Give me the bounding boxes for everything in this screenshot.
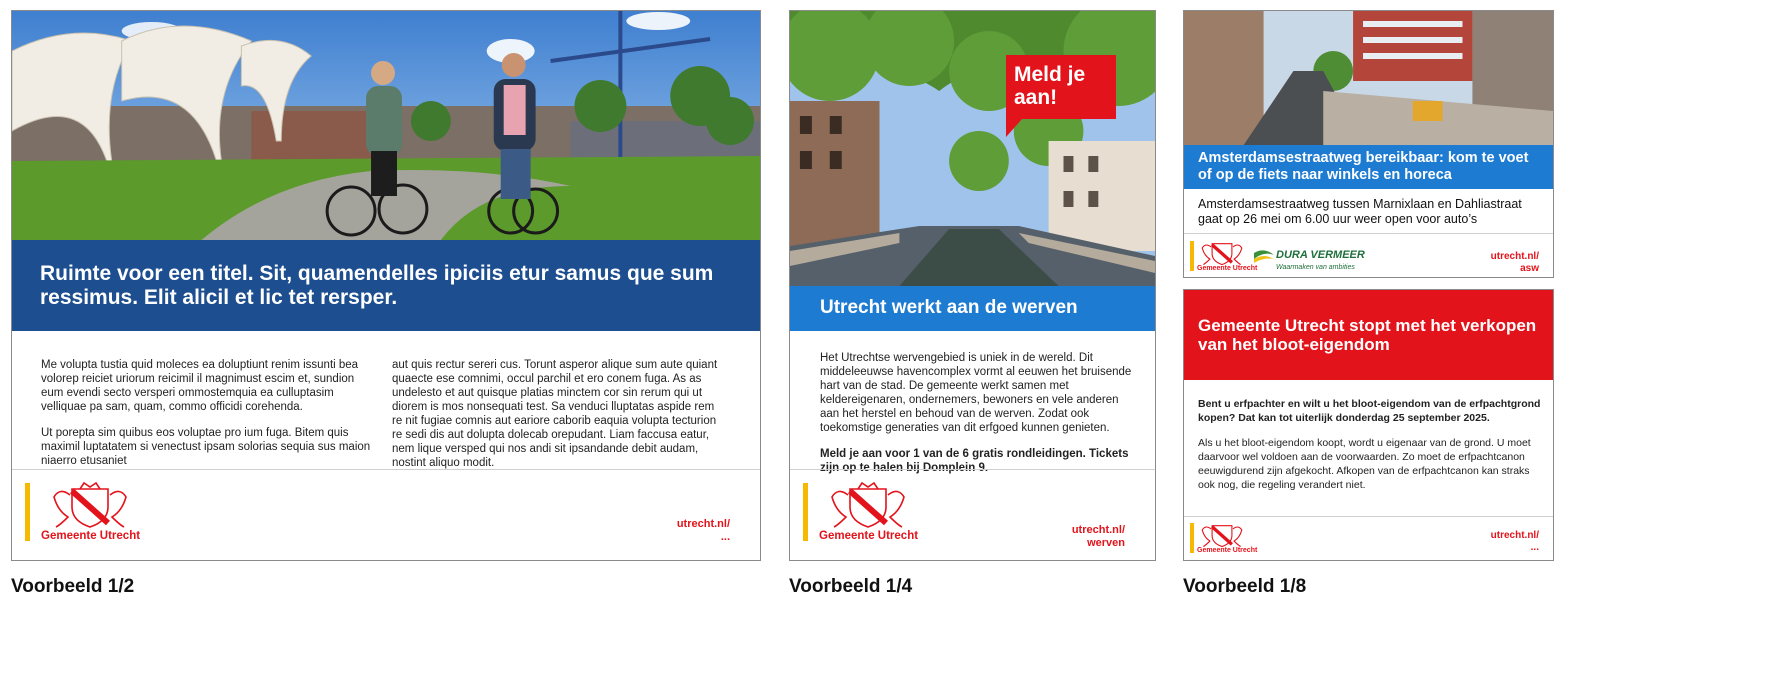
logo-wordmark: Gemeente Utrecht [1197,265,1258,272]
utrecht-coat-of-arms-icon [1200,239,1244,267]
paragraph: Ut porepta sim quibus eos voluptae pro ium fuga. Bitem quis maximil luptatatem si venectust ipsam solorias sequia sus maion niaerro etusaniet [41,427,371,467]
logo-wordmark: Gemeente Utrecht [1197,547,1258,554]
paragraph: aut quis rectur sereri cus. Torunt asperor alique sum aute quiant quaecte ese comnimi, occul parchil et ero conem fuga. As as undelesto et aut quisque platias minctem cor sin rerum qui ut diorem is mos nonsequati test. Sa venduci lluptatas aspide rem re nit fugiae comnis aut eariore caborib eaquia volupta tecturion re sedi dis aut dolupta dolecab orepudant. Liam faccusa eatur, nem lique versped qui nos andi sit ipsandande debit audam, nostint aliquo modit. [392,359,718,469]
footer-divider [12,469,760,470]
headline: Amsterdamsestraatweg bereikbaar: kom te voet of op de fiets naar winkels en horeca [1198,150,1529,183]
utrecht-coat-of-arms-icon [828,481,908,531]
call-to-action: Meld je aan voor 1 van de 6 gratis rondleidingen. Tickets zijn op te halen bij Domplein 9. [820,448,1129,474]
headline-band [12,240,760,331]
caption-quarter: Voorbeeld 1/4 [789,576,913,597]
paragraph: Bent u erfpachter en wilt u het bloot-eigendom van de erfpachtgrond kopen? Dat kan tot uiterlijk donderdag 25 september 2025. [1198,398,1541,424]
ad-eighth-page-top [1183,10,1554,278]
headline-band [1184,290,1553,380]
caption-half: Voorbeeld 1/2 [11,576,135,597]
ad-eighth-page-bottom [1183,289,1554,561]
footer-divider [790,469,1155,470]
partner-name: DURA VERMEER [1276,249,1365,261]
accent-bar [1190,523,1194,553]
website-link[interactable]: utrecht.nl/ ... [676,518,730,543]
footer-divider [1184,516,1553,517]
headline: Ruimte voor een titel. Sit, quamendelles ipiciis etur samus que sum ressimus. Elit alicil et lic tet rersper. [40,262,714,309]
caption-eighth: Voorbeeld 1/8 [1183,576,1307,597]
body-text [1198,197,1543,227]
logo-wordmark: Gemeente Utrecht [819,530,919,542]
headline-band [1184,145,1553,189]
website-link[interactable]: utrecht.nl/ werven [1071,524,1125,549]
body-column-2 [392,358,727,482]
headline: Utrecht werkt aan de werven [820,297,1078,318]
utrecht-coat-of-arms-icon [1200,521,1244,549]
headline: Gemeente Utrecht stopt met het verkopen van het bloot-eigendom [1198,316,1537,354]
body-text [820,351,1140,487]
dura-vermeer-logo-icon [1254,249,1274,265]
paragraph: Amsterdamsestraatweg tussen Marnixlaan en Dahliastraat gaat op 26 mei om 6.00 uur weer open voor auto’s [1198,197,1522,226]
partner-tagline: Waarmaken van ambities [1276,264,1355,271]
website-link[interactable]: utrecht.nl/ ... [1490,530,1539,553]
body-column-1 [41,358,371,480]
speech-bubble: Meld je aan! [1014,63,1086,109]
ad-quarter-page [789,10,1156,561]
accent-bar [1190,241,1194,271]
paragraph: Het Utrechtse wervengebied is uniek in de wereld. Dit middeleeuwse havencomplex vormt al eeuwen het bruisende hart van de stad. De gemeente werkt samen met keldereigenaren, ondernemers, bewoners en vele anderen aan het herstel en behoud van de werven. Zodat ook toekomstige generaties van dit erfgoed kunnen genieten. [820,352,1132,434]
accent-bar [803,483,808,541]
website-link[interactable]: utrecht.nl/ asw [1490,251,1539,274]
cyclists-photo [12,11,760,240]
logo-wordmark: Gemeente Utrecht [41,530,141,542]
street-works-photo [1184,11,1553,145]
accent-bar [25,483,30,541]
headline-band [790,286,1155,331]
ad-half-page [11,10,761,561]
footer-divider [1184,233,1553,234]
paragraph: Me volupta tustia quid moleces ea doluptiunt renim issunti bea volorep reiciet uriorum reicimil il magnimust escim et, sundion eum evendi secto versperi ommostemquia ea culluptasim velliquae pa sam, quam, commo officidi corehenda. [41,359,359,413]
body-text [1198,397,1543,504]
canal-photo [790,11,1155,286]
paragraph: Als u het bloot-eigendom koopt, wordt u eigenaar van de grond. U moet daarvoor wel voldoen aan de voorwaarden. Zo moet de erfpachtcanon eeuwigdurend zijn afgekocht. Afkopen van de erfpachtcanon kan straks ook nog, die regeling verandert niet. [1198,437,1531,491]
utrecht-coat-of-arms-icon [50,481,130,531]
